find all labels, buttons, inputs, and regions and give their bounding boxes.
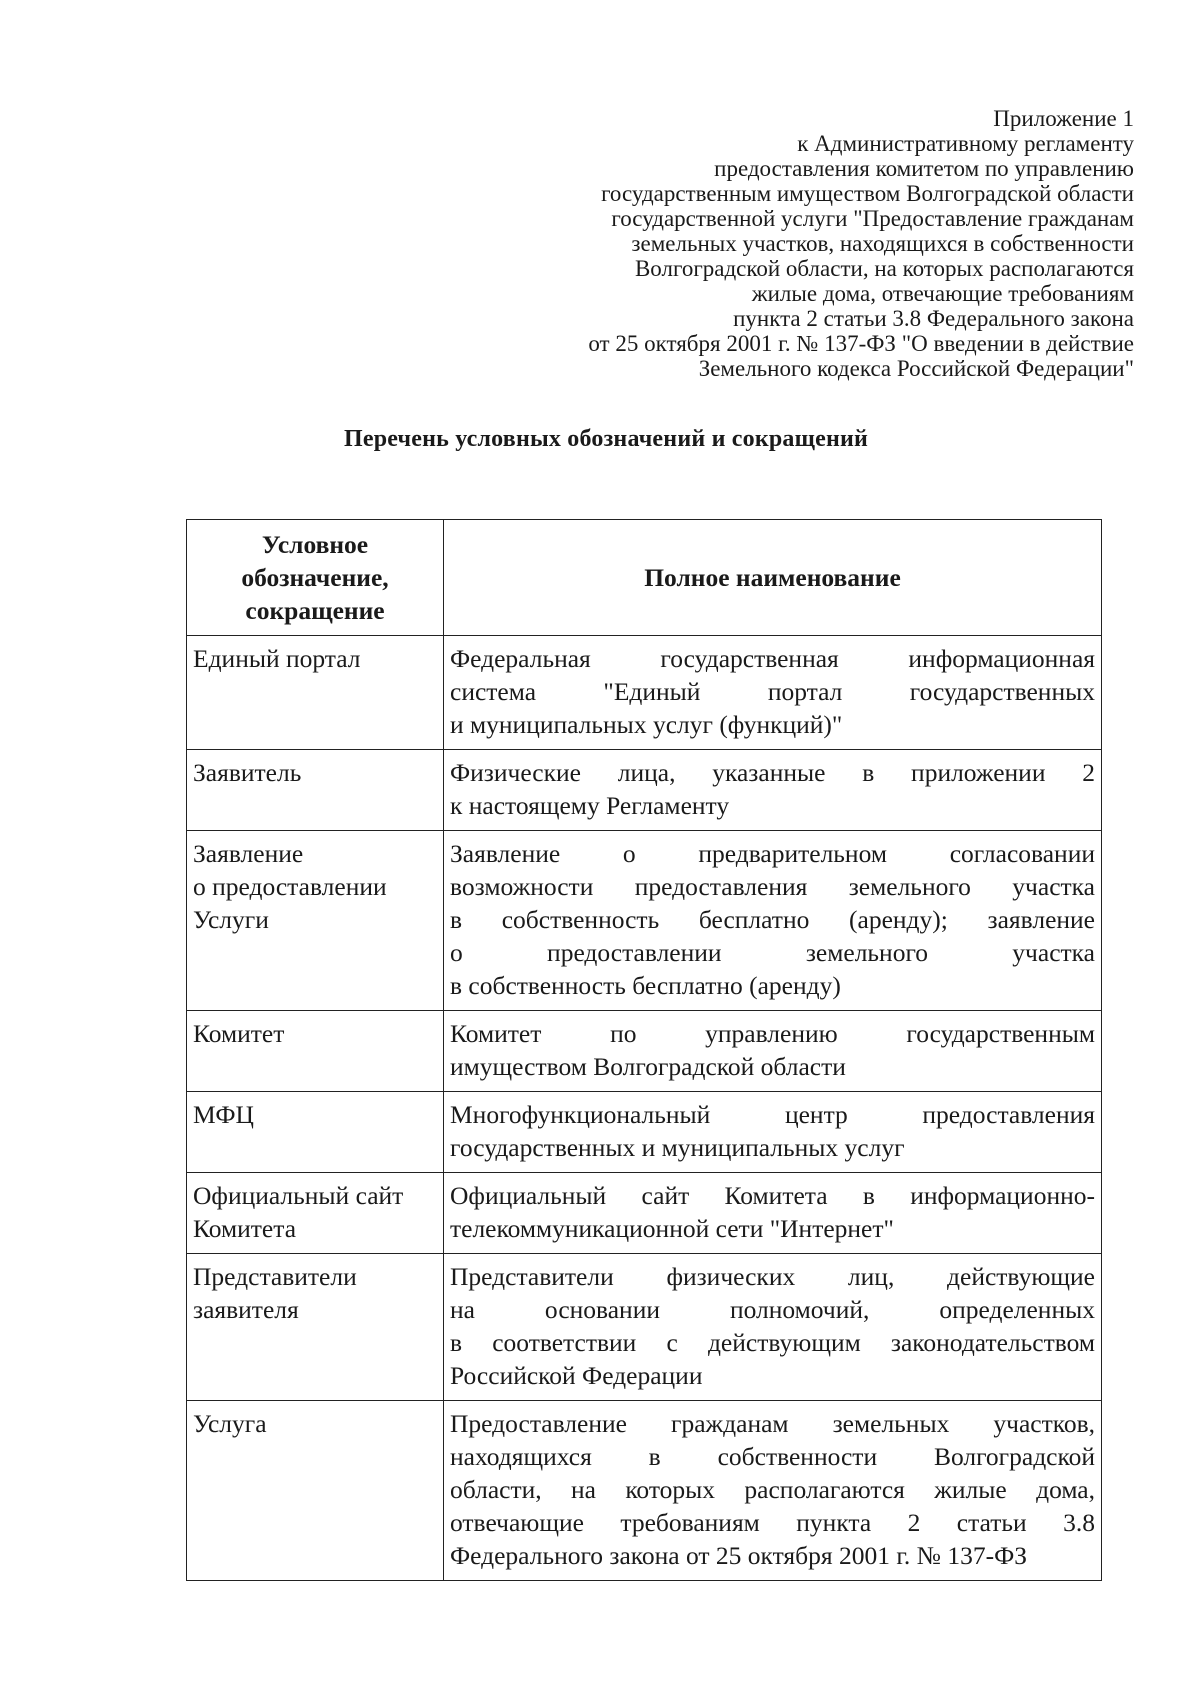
definition-line: Федеральная государственная информационная bbox=[450, 644, 1095, 673]
definition-line: о предоставлении земельного участка bbox=[450, 938, 1095, 967]
table-row bbox=[187, 1092, 1102, 1173]
definition-line: Федерального закона от 25 октября 2001 г. № 137-ФЗ bbox=[450, 1541, 1028, 1570]
appendix-header bbox=[494, 106, 1134, 381]
definition-line: Российской Федерации bbox=[450, 1361, 703, 1390]
definition-cell bbox=[444, 1011, 1102, 1092]
definition-line: государственных и муниципальных услуг bbox=[450, 1133, 905, 1162]
term-cell bbox=[187, 1011, 444, 1092]
table-row bbox=[187, 1173, 1102, 1254]
table-row bbox=[187, 750, 1102, 831]
appendix-line: земельных участков, находящихся в собственности bbox=[631, 231, 1134, 256]
page-title: Перечень условных обозначений и сокращений bbox=[343, 426, 869, 452]
appendix-line: Приложение 1 bbox=[993, 106, 1134, 131]
table-header-row bbox=[187, 520, 1102, 636]
definition-line: области, на которых располагаются жилые дома, bbox=[450, 1475, 1095, 1504]
definition-line: Физические лица, указанные в приложении 2 bbox=[450, 758, 1095, 787]
term-line: Единый портал bbox=[193, 644, 361, 673]
header-term bbox=[187, 520, 444, 636]
definition-line: в собственность бесплатно (аренду) bbox=[450, 971, 841, 1000]
header-term-line: сокращение bbox=[245, 596, 385, 625]
definition-line: к настоящему Регламенту bbox=[450, 791, 730, 820]
definition-line: и муниципальных услуг (функций)" bbox=[450, 710, 843, 739]
term-line: Комитета bbox=[193, 1214, 297, 1243]
table-row bbox=[187, 1011, 1102, 1092]
definition-line: Комитет по управлению государственным bbox=[450, 1019, 1095, 1048]
term-cell bbox=[187, 1254, 444, 1401]
term-cell bbox=[187, 1173, 444, 1254]
header-definition: Полное наименование bbox=[444, 520, 1102, 636]
table-row bbox=[187, 831, 1102, 1011]
appendix-line: государственной услуги "Предоставление гражданам bbox=[611, 206, 1134, 231]
definition-line: имуществом Волгоградской области bbox=[450, 1052, 846, 1081]
appendix-line: Земельного кодекса Российской Федерации" bbox=[698, 356, 1134, 381]
definition-line: Представители физических лиц, действующие bbox=[450, 1262, 1095, 1291]
appendix-line: предоставления комитетом по управлению bbox=[714, 156, 1134, 181]
definition-line: в собственность бесплатно (аренду); заявление bbox=[450, 905, 1095, 934]
term-line: МФЦ bbox=[193, 1100, 254, 1129]
appendix-line: Волгоградской области, на которых располагаются bbox=[634, 256, 1134, 281]
definition-cell bbox=[444, 831, 1102, 1011]
definition-line: отвечающие требованиям пункта 2 статьи 3.8 bbox=[450, 1508, 1095, 1537]
table-row bbox=[187, 1401, 1102, 1581]
definition-line: система "Единый портал государственных bbox=[450, 677, 1095, 706]
definition-line: на основании полномочий, определенных bbox=[450, 1295, 1095, 1324]
term-line: Комитет bbox=[193, 1019, 285, 1048]
definition-line: находящихся в собственности Волгоградской bbox=[450, 1442, 1095, 1471]
appendix-line: государственным имуществом Волгоградской области bbox=[601, 181, 1134, 206]
definition-line: Многофункциональный центр предоставления bbox=[450, 1100, 1095, 1129]
term-line: Представители bbox=[193, 1262, 357, 1291]
term-line: Заявление bbox=[193, 839, 304, 868]
definition-cell bbox=[444, 1254, 1102, 1401]
term-line: о предоставлении bbox=[193, 872, 387, 901]
term-cell bbox=[187, 831, 444, 1011]
table-row bbox=[187, 1254, 1102, 1401]
header-term-line: обозначение, bbox=[241, 563, 389, 592]
appendix-line: жилые дома, отвечающие требованиям bbox=[751, 281, 1134, 306]
term-cell bbox=[187, 750, 444, 831]
definition-cell bbox=[444, 636, 1102, 750]
term-line: Заявитель bbox=[193, 758, 302, 787]
term-line: Официальный сайт bbox=[193, 1181, 404, 1210]
definition-cell bbox=[444, 1092, 1102, 1173]
term-cell bbox=[187, 1401, 444, 1581]
term-cell bbox=[187, 1092, 444, 1173]
definition-line: возможности предоставления земельного участка bbox=[450, 872, 1095, 901]
term-line: Услуги bbox=[193, 905, 269, 934]
definition-line: телекоммуникационной сети "Интернет" bbox=[450, 1214, 894, 1243]
header-term-line: Условное bbox=[261, 530, 369, 559]
appendix-line: пункта 2 статьи 3.8 Федерального закона bbox=[733, 306, 1134, 331]
definition-cell bbox=[444, 1173, 1102, 1254]
term-cell bbox=[187, 636, 444, 750]
term-line: Услуга bbox=[193, 1409, 267, 1438]
definition-line: Официальный сайт Комитета в информационно- bbox=[450, 1181, 1095, 1210]
appendix-line: от 25 октября 2001 г. № 137-ФЗ "О введении в действие bbox=[588, 331, 1134, 356]
definition-line: Заявление о предварительном согласовании bbox=[450, 839, 1095, 868]
definition-line: в соответствии с действующим законодательством bbox=[450, 1328, 1095, 1357]
term-line: заявителя bbox=[193, 1295, 299, 1324]
definition-cell bbox=[444, 750, 1102, 831]
appendix-line: к Административному регламенту bbox=[797, 131, 1134, 156]
definition-line: Предоставление гражданам земельных участков, bbox=[450, 1409, 1095, 1438]
definition-cell bbox=[444, 1401, 1102, 1581]
abbreviations-table bbox=[186, 519, 1102, 1581]
table-row bbox=[187, 636, 1102, 750]
